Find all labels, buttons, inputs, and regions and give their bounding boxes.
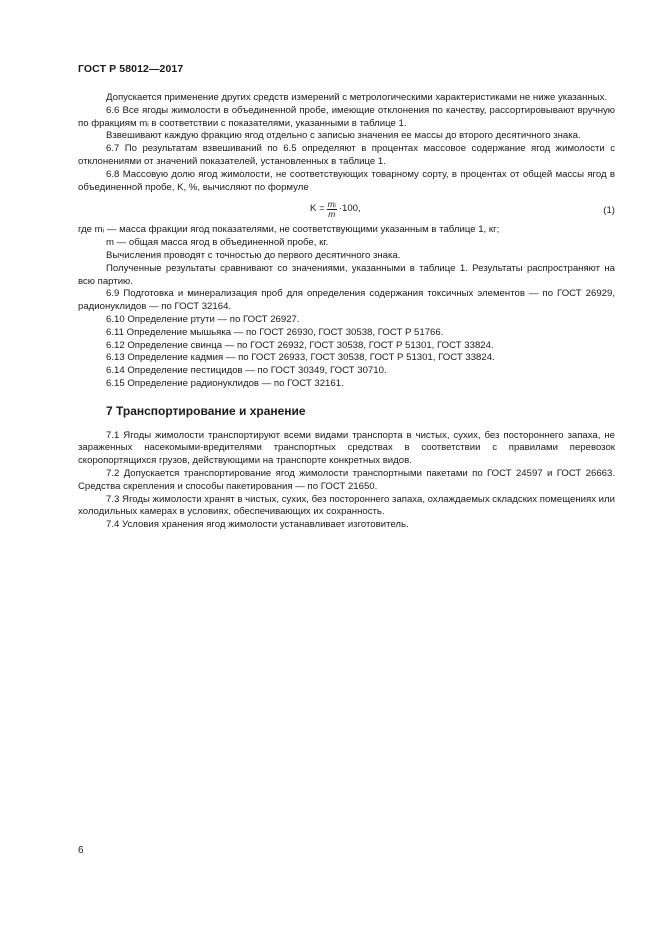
formula-numerator: mᵢ xyxy=(327,199,336,210)
paragraph: 6.11 Определение мышьяка — по ГОСТ 26930, ГОСТ 30538, ГОСТ Р 51766. xyxy=(106,326,444,338)
formula-legend-line: m — общая масса ягод в объединенной пробе, кг. xyxy=(106,237,329,249)
page-body xyxy=(78,92,615,532)
document-header: ГОСТ Р 58012—2017 xyxy=(78,63,184,75)
paragraph: 6.9 Подготовка и минерализация проб для определения содержания токсичных элементов — по ГОСТ 26929, радионуклидов — по ГОСТ 32164. xyxy=(78,288,615,313)
section-title: 7 Транспортирование и хранение xyxy=(106,403,306,418)
paragraph: 7.3 Ягоды жимолости хранят в чистых, сухих, без постороннего запаха, охлаждаемых складских помещениях или холодильных камерах в условиях, обеспечивающих их сохранность. xyxy=(78,493,615,518)
paragraph: 6.12 Определение свинца — по ГОСТ 26932, ГОСТ 30538, ГОСТ Р 51301, ГОСТ 33824. xyxy=(106,339,494,351)
paragraph: 7.2 Допускается транспортирование ягод жимолости транспортными пакетами по ГОСТ 24597 и ГОСТ 26663. Средства скрепления и способы пакетирования — по ГОСТ 21650. xyxy=(78,467,615,492)
formula-number: (1) xyxy=(603,205,615,217)
formula-legend-line: где mᵢ — масса фракции ягод показателями, не соответствующими указанным в таблице 1, кг; xyxy=(78,224,500,236)
paragraph: 6.10 Определение ртути — по ГОСТ 26927. xyxy=(106,313,300,325)
formula-rhs: ·100, xyxy=(338,203,361,215)
paragraph: 7.1 Ягоды жимолости транспортируют всеми видами транспорта в чистых, сухих, без постороннего запаха, не зараженных насекомыми-вредителями транспортных средствах в соответствии с правилами перевозок скоропортящихся грузов, действующими на транспорте конкретных видов. xyxy=(78,429,615,467)
page-number: 6 xyxy=(78,845,84,856)
formula-fraction xyxy=(327,200,337,219)
paragraph: Вычисления проводят с точностью до первого десятичного знака. xyxy=(106,249,401,261)
paragraph: 6.14 Определение пестицидов — по ГОСТ 30349, ГОСТ 30710. xyxy=(106,365,387,377)
formula-lhs: K = xyxy=(310,203,325,215)
paragraph: Полученные результаты сравнивают со значениями, указанными в таблице 1. Результаты распространяют на всю партию. xyxy=(78,262,615,287)
formula-block xyxy=(78,196,615,222)
paragraph: Допускается применение других средств измерений с метрологическими характеристиками не ниже указанных. xyxy=(106,92,608,103)
paragraph: 6.6 Все ягоды жимолости в объединенной пробе, имеющие отклонения по качеству, рассортировывают вручную по фракциям mᵢ в соответствии с показателями, указанными в таблице 1. xyxy=(78,104,615,129)
paragraph: 6.8 Массовую долю ягод жимолости, не соответствующих товарному сорту, в процентах от общей массы ягод в объединенной пробе, K, %, вычисляют по формуле xyxy=(78,168,615,193)
paragraph: 6.13 Определение кадмия — по ГОСТ 26933, ГОСТ 30538, ГОСТ Р 51301, ГОСТ 33824. xyxy=(106,352,495,364)
formula xyxy=(310,200,361,219)
paragraph: 6.7 По результатам взвешиваний по 6.5 определяют в процентах массовое содержание ягод жимолости с отклонениями от значений показателей, установленных в таблице 1. xyxy=(78,143,615,167)
paragraph: 6.15 Определение радионуклидов — по ГОСТ 32161. xyxy=(106,377,344,389)
formula-denominator: m xyxy=(328,209,336,220)
paragraph: 7.4 Условия хранения ягод жимолости устанавливает изготовитель. xyxy=(106,519,409,531)
paragraph: Взвешивают каждую фракцию ягод отдельно с записью значения ее массы до второго десятичного знака. xyxy=(106,130,581,142)
